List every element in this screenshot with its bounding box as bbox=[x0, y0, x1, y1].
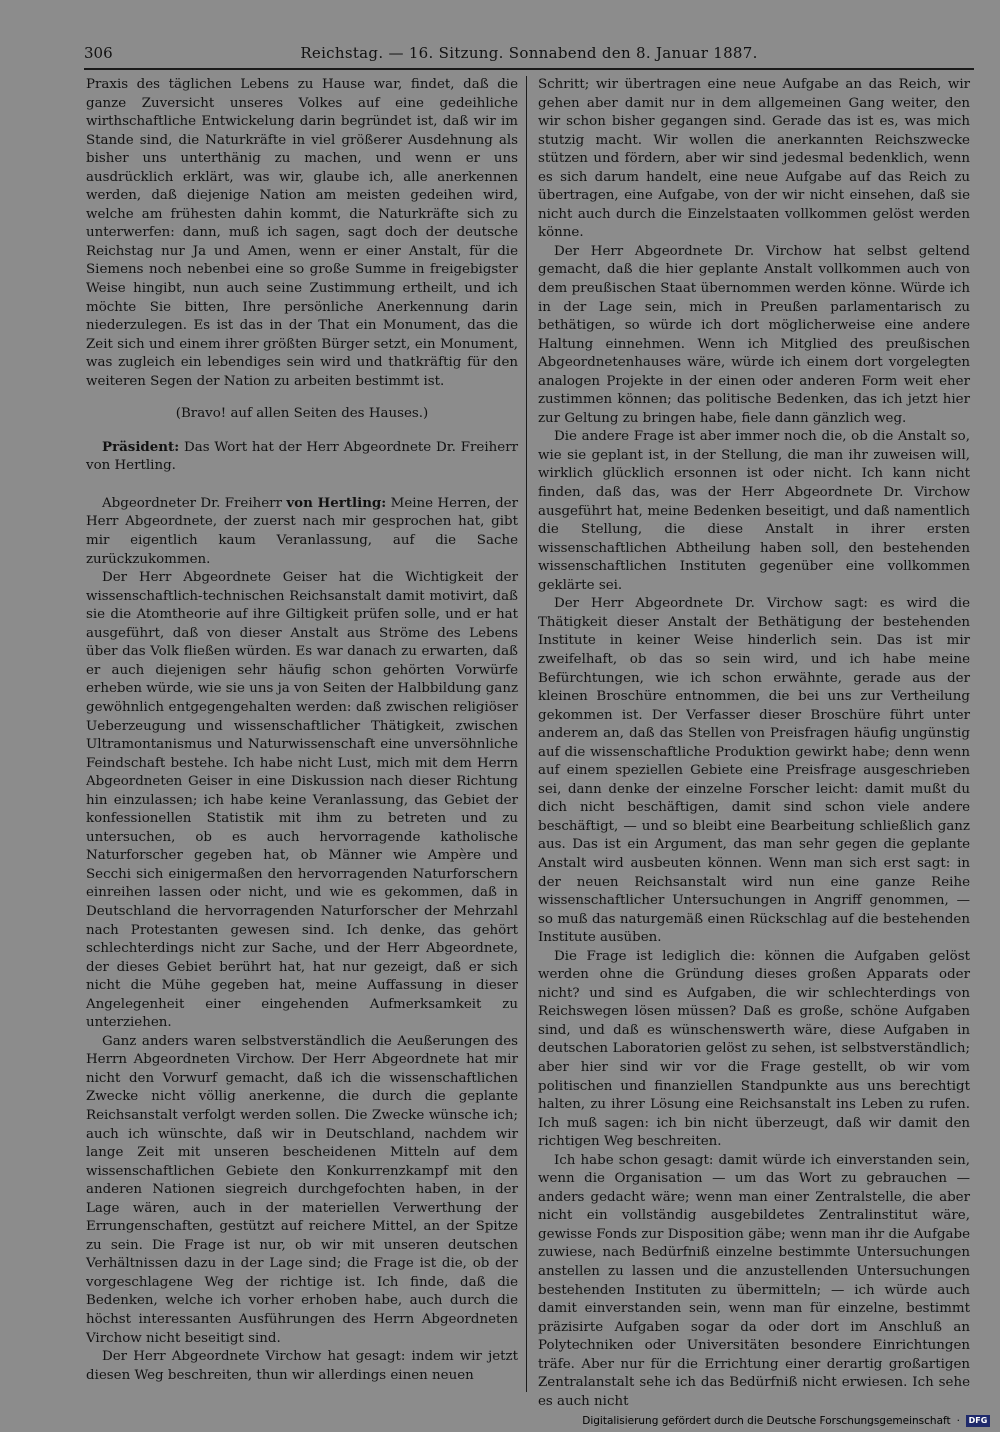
paragraph: Praxis des täglichen Lebens zu Hause war, findet, daß die ganze Zuversicht unseres Volkes auf eine gedeihliche wirthschaftliche Entwickelung darin begründet ist, daß wir im Stande sind, die Naturkräfte in viel größerer Ausdehnung als bisher uns unterthänig zu machen, und wenn er uns ausdrücklich erklärt, was wir, glaube ich, alle anerkennen werden, daß diejenige Nation am meisten gedeihen wird, welche am frühesten dahin kommt, die Naturkräfte sich zu unterwerfen: dann, muß ich sagen, sagt doch der deutsche Reichstag nur Ja und Amen, wenn er einer Anstalt, für die Siemens noch nebenbei eine so große Summe in freigebigster Weise hingibt, nun auch seine Zustimmung ertheilt, und ich möchte Sie bitten, Ihre persönliche Anerkennung darin niederzulegen. Es ist das in der That ein Monument, das die Zeit sich und einem ihrer größten Bürger setzt, ein Monument, was zugleich ein lebendiges sein wird und thatkräftig für den weiteren Segen der Nation zu arbeiten bestimmt ist. bbox=[86, 77, 518, 389]
speaker-intro: Abgeordneter Dr. Freiherr von Hertling: Meine Herren, der Herr Abgeordnete, der zuerst nach mir gesprochen hat, gibt mir eigentlich kaum Veranlassung, auf die Sache zurückzukommen. bbox=[86, 494, 518, 567]
applause-note: (Bravo! auf allen Seiten des Hauses.) bbox=[175, 406, 429, 422]
left-column bbox=[86, 76, 518, 1385]
paragraph: Der Herr Abgeordnete Dr. Virchow sagt: es wird die Thätigkeit dieser Anstalt der Bethätigung der bestehenden Institute in keiner Weise hinderlich sein. Das ist mir zweifelhaft, ob das so sein wird, und ich habe meine Befürchtungen, wie ich schon erwähnte, gerade aus der kleinen Broschüre entnommen, die bei uns zur Vertheilung gekommen ist. Der Verfasser dieser Broschüre führt unter anderem an, daß das Stellen von Preisfragen häufig ungünstig auf die wissenschaftliche Produktion gewirkt habe; denn wenn auf einem speziellen Gebiete eine Preisfrage ausgeschrieben sei, dann denke der einzelne Forscher leicht: damit mußt du dich nicht beschäftigen, damit sind schon viele andere beschäftigt, — und so bleibt eine Bearbeitung schließlich ganz aus. Das ist ein Argument, das man sehr gegen die geplante Anstalt wird ausbeuten können. Wenn man sich erst sagt: in der neuen Reichsanstalt wird nun eine ganze Reihe wissenschaftlicher Untersuchungen in Angriff genommen, — so muß das naturgemäß einen Rückschlag auf die bestehenden Institute ausüben. bbox=[538, 596, 970, 946]
paragraph: Die andere Frage ist aber immer noch die, ob die Anstalt so, wie sie geplant ist, in der Stellung, die man ihr zuweisen will, wirklich glücklich ersonnen ist oder nicht. Ich kann nicht finden, daß das, was der Herr Abgeordnete Dr. Virchow ausgeführt hat, meine Bedenken beseitigt, und daß namentlich die Stellung, die diese Anstalt in ihrer ersten wissenschaftlichen Abtheilung haben soll, den bestehenden wissenschaftlichen Instituten gegenüber eine vollkommen geklärte sei. bbox=[538, 429, 970, 593]
credit-text: Digitalisierung gefördert durch die Deutsche Forschungsgemeinschaft bbox=[582, 1415, 951, 1427]
right-column bbox=[538, 76, 970, 1411]
speaker-label: Präsident: bbox=[102, 438, 180, 455]
digitization-credit: Digitalisierung gefördert durch die Deutsche Forschungsgemeinschaft · DFG bbox=[582, 1414, 990, 1428]
running-title: Reichstag. — 16. Sitzung. Sonnabend den 8. Januar 1887. bbox=[300, 44, 758, 62]
dfg-logo: DFG bbox=[966, 1415, 990, 1427]
paragraph: Der Herr Abgeordnete Geiser hat die Wichtigkeit der wissenschaftlich-technischen Reichsanstalt damit motivirt, daß sie die Atomtheorie auf ihre Giltigkeit prüfen solle, und er hat ausgeführt, daß von dieser Anstalt aus Ströme des Lebens über das Volk fließen würden. Es war danach zu erwarten, daß er auch diejenigen sehr häufig schon gehörten Vorwürfe erheben würde, wie sie uns ja von Seiten der Halbbildung ganz gewöhnlich entgegengehalten werden: daß zwischen religiöser Ueberzeugung und wissenschaftlicher Thätigkeit, zwischen Ultramontanismus und Naturwissenschaft eine unversöhnliche Feindschaft bestehe. Ich habe nicht Lust, mich mit dem Herrn Abgeordneten Geiser in eine Diskussion nach dieser Richtung hin einzulassen; ich habe keine Veranlassung, das Gebiet der konfessionellen Statistik mit ihm zu betreten und zu untersuchen, ob es auch hervorragende katholische Naturforscher gegeben hat, ob Männer wie Ampère und Secchi sich einigermaßen den hervorragenden Naturforschern einreihen lassen oder nicht, und wie es gekommen, daß in Deutschland die hervorragenden Naturforscher der Mehrzahl nach Protestanten gewesen sind. Ich denke, das gehört schlechterdings nicht zur Sache, und der Herr Abgeordnete, der dieses Gebiet berührt hat, hat nur gezeigt, daß er sich nicht die Mühe gegeben hat, meine Auffassung in dieser Angelegenheit einer eingehenden Aufmerksamkeit zu unterziehen. bbox=[86, 570, 518, 1031]
paragraph: Ganz anders waren selbstverständlich die Aeußerungen des Herrn Abgeordneten Virchow. Der Herr Abgeordnete hat mir nicht den Vorwurf gemacht, daß ich die wissenschaftlichen Zwecke nicht völlig anerkenne, die durch die geplante Reichsanstalt verfolgt werden sollen. Die Zwecke wünsche ich; auch ich wünschte, daß wir in Deutschland, nachdem wir lange Zeit mit unseren bescheidenen Mitteln auf dem wissenschaftlichen Gebiete den Konkurrenzkampf mit den anderen Nationen siegreich durchgefochten haben, in der Lage wären, auch in der materiellen Verwerthung der Errungenschaften, gestützt auf reichere Mittel, an der Spitze zu sein. Die Frage ist nur, ob wir mit unseren deutschen Verhältnissen dazu in der Lage sind; die Frage ist die, ob der vorgeschlagene Weg der richtige ist. Ich finde, daß die Bedenken, welche ich vorher erhoben habe, auch durch die höchst interessanten Ausführungen des Herrn Abgeordneten Virchow nicht beseitigt sind. bbox=[86, 1033, 518, 1346]
speaker-name: von Hertling: bbox=[286, 494, 387, 511]
page-header bbox=[84, 42, 974, 70]
paragraph: Der Herr Abgeordnete Virchow hat gesagt: indem wir jetzt diesen Weg beschreiten, thun wir allerdings einen neuen bbox=[86, 1349, 518, 1383]
paragraph: Der Herr Abgeordnete Dr. Virchow hat selbst geltend gemacht, daß die hier geplante Anstalt vollkommen auch von dem preußischen Staat übernommen werden könne. Würde ich in der Lage sein, mich in Preußen parlamentarisch zu bethätigen, so würde ich dort möglicherweise eine andere Haltung einnehmen. Wenn ich Mitglied des preußischen Abgeordnetenhauses wäre, würde ich einem dort vorgelegten analogen Projekte in der einen oder anderen Form weit eher zustimmen können; das politische Bedenken, das ich jetzt hier zur Geltung zu bringen habe, fiele dann gänzlich weg. bbox=[538, 243, 970, 426]
paragraph: Ich habe schon gesagt: damit würde ich einverstanden sein, wenn die Organisation — um das Wort zu gebrauchen — anders gedacht wäre; wenn man einer Zentralstelle, die aber nicht ein vollständig ausgebildetes Zentralinstitut wäre, gewisse Fonds zur Disposition gäbe; wenn man ihr die Aufgabe zuwiese, nach Bedürfniß einzelne bestimmte Untersuchungen anstellen zu lassen und die anzustellenden Untersuchungen bestehenden Instituten zu übermitteln; — ich würde auch damit einverstanden sein, wenn man für einzelne, bestimmt präzisirte Aufgaben sogar da oder dort im Anschluß an Polytechniken oder Universitäten besondere Einrichtungen träfe. Aber nur für die Errichtung einer derartig großartigen Zentralanstalt sehe ich das Bedürfniß nicht erwiesen. Ich sehe es auch nicht bbox=[538, 1152, 970, 1409]
column-divider bbox=[526, 76, 527, 1392]
paragraph: Die Frage ist lediglich die: können die Aufgaben gelöst werden ohne die Gründung dieses großen Apparats oder nicht? und sind es Aufgaben, die wir schlechterdings von Reichswegen lösen müssen? Daß es große, schöne Aufgaben sind, und daß es wünschenswerth wäre, diese Aufgaben in deutschen Laboratorien gelöst zu sehen, ist selbstverständlich; aber hier sind wir vor die Frage gestellt, ob wir vom politischen und finanziellen Standpunkte aus uns berechtigt halten, zu ihrer Lösung eine Reichsanstalt ins Leben zu rufen. Ich muß sagen: ich bin nicht überzeugt, daß wir damit den richtigen Weg beschreiten. bbox=[538, 948, 970, 1150]
paragraph: Schritt; wir übertragen eine neue Aufgabe an das Reich, wir gehen aber damit nur in dem allgemeinen Gang weiter, den wir schon bisher gegangen sind. Gerade das ist es, was mich stutzig macht. Wir wollen die anerkannten Reichszwecke stützen und fördern, aber wir sind jedesmal bedenklich, wenn es sich darum handelt, eine neue Aufgabe auf das Reich zu übertragen, eine Aufgabe, von der wir nicht einsehen, daß sie nicht auch durch die Einzelstaaten vollkommen gelöst werden könne. bbox=[538, 77, 970, 241]
page-number: 306 bbox=[84, 44, 113, 62]
president-statement: Präsident: Das Wort hat der Herr Abgeordnete Dr. Freiherr von Hertling. bbox=[86, 438, 518, 474]
